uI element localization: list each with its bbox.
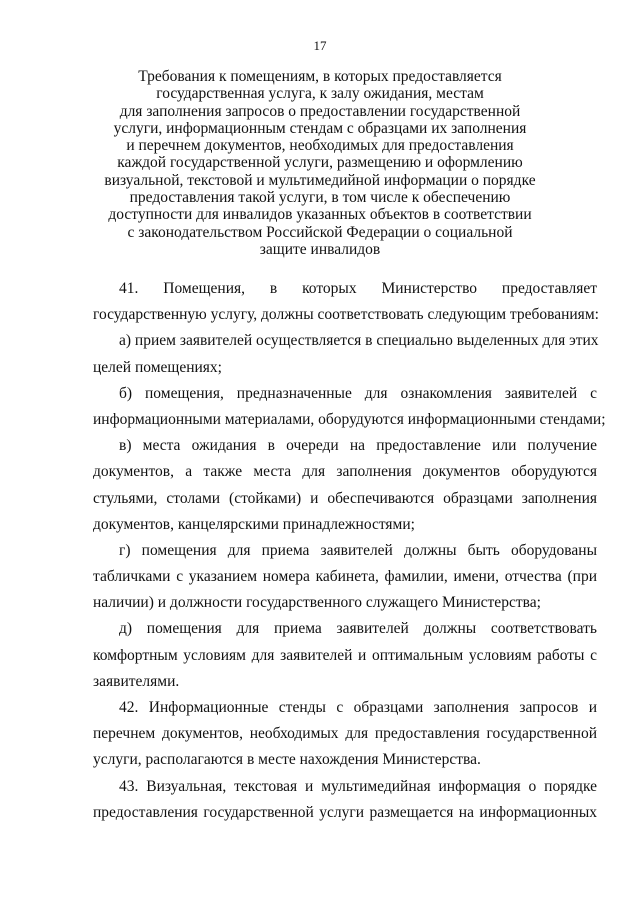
heading-line: государственная услуга, к залу ожидания, местам (156, 85, 484, 103)
paragraph-43-line: предоставления государственной услуги размещается на информационных (93, 803, 597, 821)
item-v-line: документов, а также места для заполнения документов оборудуются (93, 463, 597, 481)
body-text (93, 276, 606, 826)
paragraph-43-line: 43. Визуальная, текстовая и мультимедийная информация о порядке (119, 777, 597, 795)
heading-line: и перечнем документов, необходимых для предоставления (126, 137, 514, 155)
item-v-line: документов, канцелярскими принадлежностями; (93, 515, 415, 533)
item-v-line: стульями, столами (стойками) и обеспечиваются образцами заполнения (93, 489, 597, 507)
item-d-line: заявителями. (93, 672, 180, 690)
item-g-line: г) помещения для приема заявителей должны быть оборудованы (119, 541, 597, 559)
paragraph-41-line: 41. Помещения, в которых Министерство предоставляет (119, 280, 597, 297)
heading-line: предоставления такой услуги, в том числе к обеспечению (129, 189, 511, 207)
heading-line: защите инвалидов (259, 240, 381, 258)
heading-line: Требования к помещениям, в которых предоставляется (138, 68, 502, 85)
item-v-line: в) места ожидания в очереди на предоставление или получение (119, 437, 597, 455)
item-g-line: наличии) и должности государственного служащего Министерства; (93, 594, 541, 612)
section-heading (90, 68, 550, 258)
paragraph-42-line: перечнем документов, необходимых для предоставления государственной (93, 725, 597, 743)
heading-line: услуги, информационным стендам с образцами их заполнения (113, 119, 527, 137)
item-d-line: д) помещения для приема заявителей должны соответствовать (119, 620, 597, 638)
item-a-line: целей помещениях; (93, 358, 222, 376)
heading-line: с законодательством Российской Федерации о социальной (127, 223, 513, 241)
page-number: 17 (313, 38, 327, 53)
paragraph-41-line: государственную услугу, должны соответствовать следующим требованиям: (93, 306, 599, 324)
heading-line: для заполнения запросов о предоставлении государственной (119, 102, 521, 120)
item-b-line: информационными материалами, оборудуются информационными стендами; (93, 410, 606, 428)
heading-line: визуальной, текстовой и мультимедийной информации о порядке (104, 171, 536, 189)
item-b-line: б) помещения, предназначенные для ознакомления заявителей с (119, 384, 597, 402)
paragraph-42-line: 42. Информационные стенды с образцами заполнения запросов и (119, 699, 597, 716)
item-d-line: комфортным условиям для заявителей и оптимальным условиям работы с (93, 646, 597, 664)
item-a-line: а) прием заявителей осуществляется в специально выделенных для этих (119, 332, 599, 350)
paragraph-42-line: услуги, располагаются в месте нахождения Министерства. (93, 751, 481, 769)
heading-line: доступности для инвалидов указанных объектов в соответствии (108, 206, 532, 224)
heading-line: каждой государственной услуги, размещению и оформлению (117, 154, 523, 172)
item-g-line: табличками с указанием номера кабинета, фамилии, имени, отчества (при (93, 568, 597, 586)
